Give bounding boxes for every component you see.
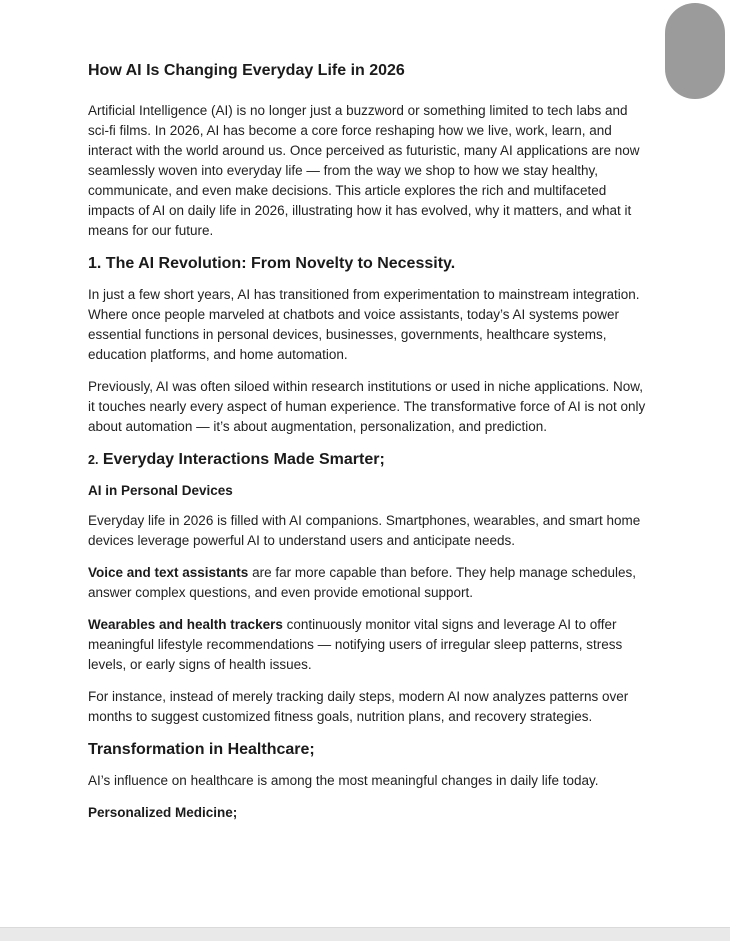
paragraph: In just a few short years, AI has transitioned from experimentation to mainstream integration. Where once people marveled at chatbots and voice assistants, today’s AI systems power essential functions in personal devices, businesses, governments, healthcare systems, education platforms, and home automation. [88, 287, 640, 362]
article-title: How AI Is Changing Everyday Life in 2026 [88, 62, 405, 79]
paragraph: AI’s influence on healthcare is among the most meaningful changes in daily life today. [88, 773, 599, 788]
section-heading-ai-revolution: 1. The AI Revolution: From Novelty to Necessity. [88, 255, 456, 272]
paragraph [88, 563, 646, 603]
paragraph: For instance, instead of merely tracking daily steps, modern AI now analyzes patterns over months to suggest customized fitness goals, nutrition plans, and recovery strategies. [88, 689, 629, 724]
subheading-ai-in-personal-devices: AI in Personal Devices [88, 483, 233, 498]
bold-lead-voice-assistants: Voice and text assistants [88, 565, 249, 580]
paragraph: Everyday life in 2026 is filled with AI companions. Smartphones, wearables, and smart home devices leverage powerful AI to understand users and anticipate needs. [88, 513, 641, 548]
intro-paragraph: Artificial Intelligence (AI) is no longer just a buzzword or something limited to tech labs and sci-fi films. In 2026, AI has become a core force reshaping how we live, work, learn, and interact with the world around us. Once perceived as futuristic, many AI applications are now seamlessly woven into everyday life — from the way we shop to how we stay healthy, communicate, and even make decisions. This article explores the rich and multifaceted impacts of AI on daily life in 2026, illustrating how it has evolved, why it matters, and what it means for our future. [88, 103, 640, 238]
subheading-personalized-medicine: Personalized Medicine; [88, 805, 238, 820]
section-heading-text: Everyday Interactions Made Smarter; [98, 451, 385, 468]
menu-button[interactable] [665, 3, 725, 99]
paragraph-text: are far more capable than before. They help manage schedules, answer complex questions, and even provide emotional support. [88, 565, 637, 600]
paragraph: Previously, AI was often siloed within research institutions or used in niche applications. Now, it touches nearly every aspect of human experience. The transformative force of AI is not only about automation — it’s about augmentation, personalization, and prediction. [88, 379, 646, 434]
section-heading-healthcare: Transformation in Healthcare; [88, 741, 315, 758]
section-number: 2. [88, 453, 99, 467]
paragraph [88, 615, 646, 675]
paragraph-text: continuously monitor vital signs and leverage AI to offer meaningful lifestyle recommendations — notifying users of irregular sleep patterns, stress levels, or early signs of health issues. [88, 617, 623, 672]
section-heading-everyday-interactions [88, 449, 646, 471]
article-body [88, 60, 646, 833]
footer-bar [0, 927, 730, 941]
bold-lead-wearables: Wearables and health trackers [88, 617, 283, 632]
